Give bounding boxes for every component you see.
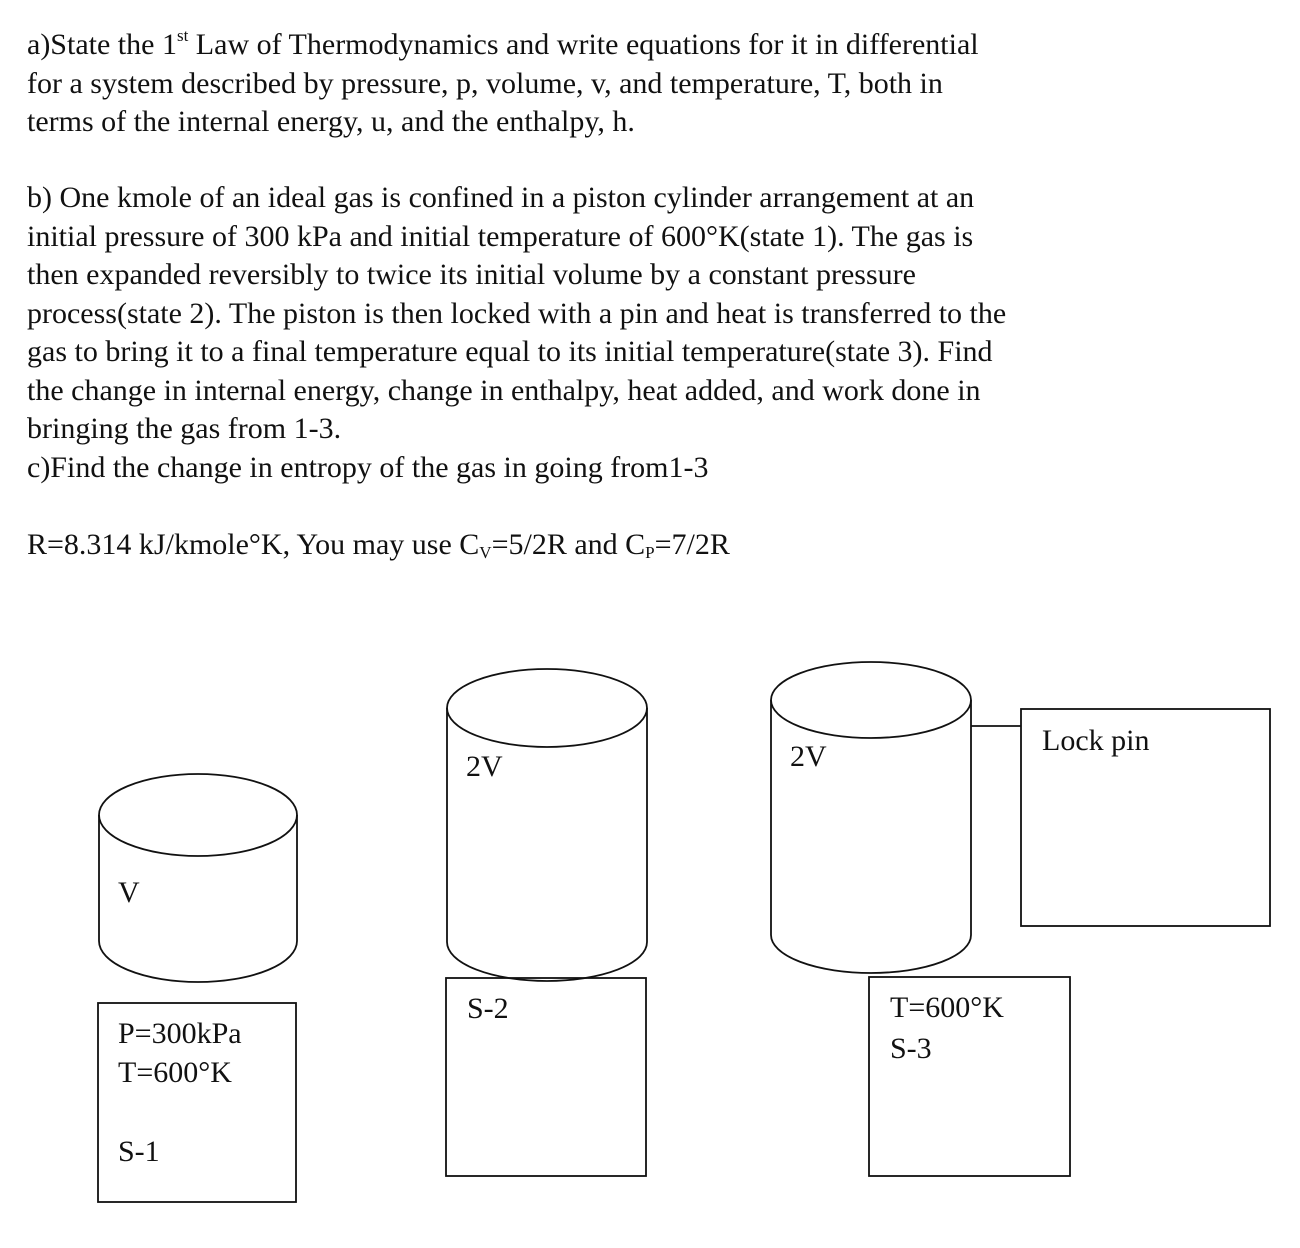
- part-c-text: c)Find the change in entropy of the gas in going from1-3: [27, 450, 709, 484]
- part-a-line-2: for a system described by pressure, p, volume, v, and temperature, T, both in: [27, 66, 943, 100]
- cylinder-state-3: [771, 662, 971, 973]
- state-3-label: S-3: [890, 1032, 932, 1065]
- part-b-line: bringing the gas from 1-3.: [27, 412, 342, 445]
- part-b-line: then expanded reversibly to twice its initial volume by a constant pressure: [27, 258, 916, 291]
- state-3-temperature: T=600°K: [890, 991, 1004, 1024]
- part-b-line: the change in internal energy, change in enthalpy, heat added, and work done in: [27, 373, 981, 407]
- part-b-line: process(state 2). The piston is then locked with a pin and heat is transferred to the: [27, 296, 1007, 330]
- constants-line: R=8.314 kJ/kmole°K, You may use $C_V=5/2R$ and $C_P=7/2R$: [27, 528, 730, 562]
- ordinal-superscript: st: [176, 26, 189, 45]
- state-2-label: S-2: [467, 992, 509, 1025]
- state-1-temperature: T=600°K: [118, 1056, 232, 1089]
- cp-subscript: P: [645, 543, 655, 562]
- part-b-line: initial pressure of 300 kPa and initial temperature of 600°K(state 1). The gas is: [27, 219, 974, 253]
- lock-pin-label: Lock pin: [1042, 724, 1150, 757]
- state-1-label: S-1: [118, 1135, 160, 1168]
- cylinder-3-volume-label: 2V: [790, 740, 827, 773]
- part-a-line-3: terms of the internal energy, u, and the enthalpy, h.: [27, 105, 635, 138]
- cylinder-1-volume-label: V: [118, 876, 140, 909]
- cylinder-2-volume-label: 2V: [466, 750, 503, 783]
- part-a-line-1: a)State the 1st Law of Thermodynamics and write equations for it in differential: [27, 26, 979, 61]
- part-b-line: gas to bring it to a final temperature equal to its initial temperature(state 3). Find: [27, 335, 993, 368]
- cylinder-state-2: [447, 669, 647, 981]
- part-b-line: b) One kmole of an ideal gas is confined in a piston cylinder arrangement at an: [27, 181, 975, 214]
- cv-subscript: V: [479, 543, 492, 562]
- state-1-pressure: P=300kPa: [118, 1017, 242, 1050]
